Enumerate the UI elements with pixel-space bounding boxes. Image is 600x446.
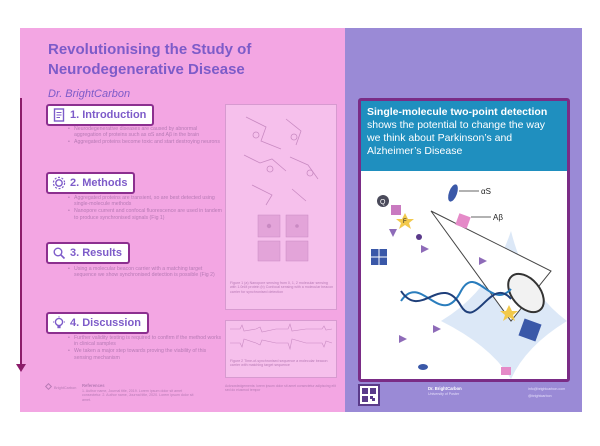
bullet-item: • Neurodegenerative diseases are caused by abnormal aggregation of proteins such as αS and Aβ in the brain (68, 126, 223, 138)
brand-logo (46, 384, 76, 390)
section-discussion-heading (46, 312, 149, 334)
detection-illustration (361, 171, 567, 379)
highlight-card (358, 98, 570, 382)
figure-2-trace (226, 321, 336, 355)
footer-email[interactable]: info@brightcarbon.com (528, 387, 566, 391)
bullet-item: • Nanopore current and confocal fluorescence are used in tandem to produce synchronised signals (Fig 1) (68, 208, 223, 220)
poster-left-panel (20, 28, 345, 412)
references-text: 1. Author name, Journal title, 2019. Lorem ipsum dolor sit amet consectetur. 2. Author name, Journal title, 2020. Lorem ipsum dolor sit amet. (82, 388, 194, 402)
label-quencher: Q (380, 199, 386, 206)
figure-1-panel (225, 104, 337, 310)
magnifier-icon (52, 246, 66, 260)
footer-contact (528, 386, 565, 400)
references-block (82, 384, 202, 402)
poster-title: Revolutionising the Study of Neurodegenerative Disease (48, 41, 252, 78)
footer-affiliation: University of Poster (428, 392, 460, 396)
section-results-bullets (68, 266, 223, 279)
bullet-item: • Further validity testing is required to confirm if the method works in clinical samples (68, 335, 223, 347)
brand-label: BrightCarbon (54, 386, 77, 390)
bullet-item: • We taken a major step towards proving the viability of this sensing mechanism (68, 348, 223, 360)
section-methods-heading (46, 172, 135, 194)
section-introduction-heading (46, 104, 154, 126)
qr-code[interactable] (358, 384, 380, 406)
label-fluorophore: F (403, 219, 407, 225)
figure-1-caption: Figure 1 (a) Nanopore sensing from 0, 1, 2 molecular sensing with 1.0nM protein (b) Confocal sensing with a molecular beacon carrier for synchronised detection (230, 281, 334, 294)
brand-mark-icon (45, 383, 52, 390)
section-discussion-bullets (68, 335, 223, 362)
flow-arrow-line (20, 98, 22, 370)
footer-name: Dr. BrightCarbon (428, 386, 462, 391)
flow-arrow-head (16, 364, 26, 372)
right-footer (358, 384, 570, 408)
section-label: 1. Introduction (70, 109, 147, 121)
bullet-item: • Aggregated proteins are transient, so are best detected using single-molecule methods (68, 195, 223, 207)
references-heading: References (82, 383, 105, 388)
poster (20, 28, 582, 412)
headline-rest: shows the potential to change the way we think about Parkinson’s and Alzheimer’s Disease (367, 119, 546, 157)
gear-icon (52, 176, 66, 190)
poster-right-panel (345, 28, 582, 412)
section-introduction-bullets (68, 126, 223, 147)
bullet-item: • Using a molecular beacon carrier with a matching target sequence we show synchronised detection is possible (Fig 2) (68, 266, 223, 278)
headline-bold: Single-molecule two-point detection (367, 106, 548, 118)
footer-handle[interactable]: @brightcarbon (528, 394, 552, 398)
alpha-synuclein-marker (446, 183, 460, 203)
section-label: 3. Results (70, 247, 122, 259)
headline-banner (361, 101, 567, 171)
section-label: 2. Methods (70, 177, 128, 189)
section-label: 4. Discussion (70, 317, 141, 329)
label-amyloid-beta: Aβ (493, 213, 503, 222)
section-methods-bullets (68, 195, 223, 222)
figure-2-caption: Figure 2 Time-of-synchronised sequence a molecular beacon carrier with matching target sequence (230, 359, 328, 368)
bullet-item: • Aggregated proteins become toxic and start destroying neurons (68, 139, 223, 145)
poster-author: Dr. BrightCarbon (48, 88, 131, 100)
figure-1-diagram (226, 105, 336, 265)
lightbulb-icon (52, 316, 66, 330)
section-results-heading (46, 242, 130, 264)
acknowledgements-text: Acknowledgements: lorem ipsum dolor sit amet consectetur adipiscing elit sed do eiusmod tempor (225, 384, 336, 393)
document-icon (52, 108, 66, 122)
figure-2-panel (225, 320, 337, 378)
label-alpha-synuclein: αS (481, 187, 491, 196)
